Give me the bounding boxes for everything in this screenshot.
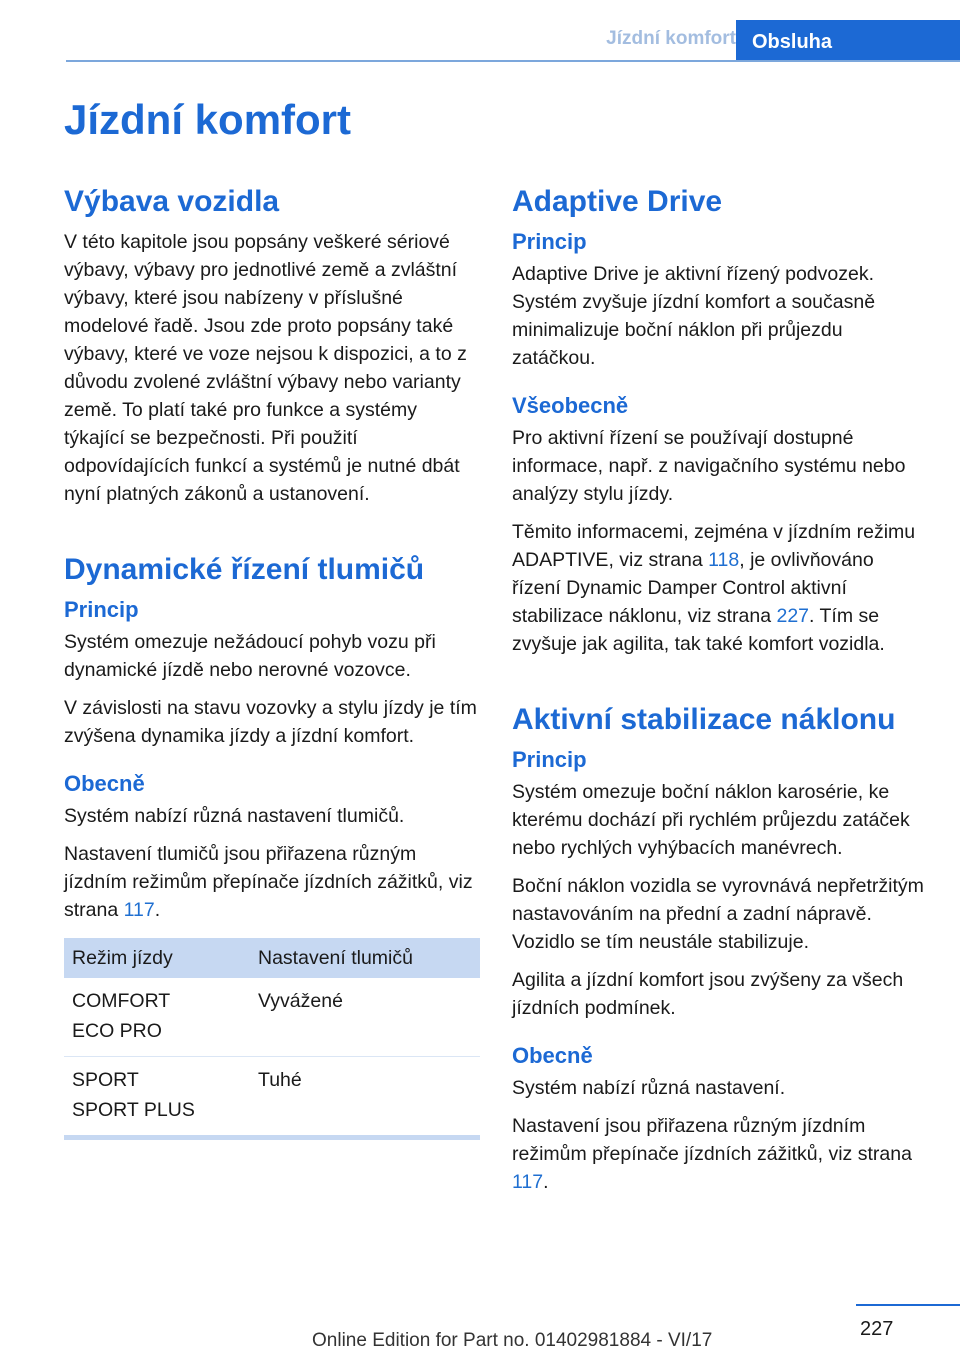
heading-adaptive-drive: Adaptive Drive <box>512 185 723 218</box>
paragraph-vseobecne-2: Těmito informacemi, zejména v jízdním režimu ADAPTIVE, viz strana 118, je ovlivňováno řízení Dynamic Damper Control aktivní stabilizace náklonu, viz strana 227. Tím se zvyšuje jak agilita, tak také komfort vozidla. <box>512 521 916 655</box>
page-link-117[interactable]: 117 <box>512 1171 544 1193</box>
right-column <box>512 184 926 1206</box>
table-cell-setting: Tuhé <box>258 1069 302 1091</box>
header-chapter-tab: Obsluha <box>736 20 960 60</box>
table-cell-mode: SPORT <box>72 1069 139 1091</box>
footer-rule <box>856 1304 960 1306</box>
table-cell-mode: COMFORT <box>72 990 171 1012</box>
damper-table <box>64 938 480 1135</box>
table-cell-mode: SPORT PLUS <box>72 1099 195 1121</box>
paragraph-stab-1: Systém omezuje boční náklon karosérie, ke kterému dochází při rychlém průjezdu zatáček nebo rychlých vyhýbacích manévrech. <box>512 781 910 859</box>
paragraph-obecne-b: Nastavení jsou přiřazena různým jízdním režimům přepínače jízdních zážitků, viz strana 117. <box>512 1115 912 1193</box>
paragraph-stab-2: Boční náklon vozidla se vyrovnává nepřetržitým nastavováním na přední a zadní nápravě. Vozidlo se tím neustále stabilizuje. <box>512 875 924 953</box>
paragraph-adaptive-princip: Adaptive Drive je aktivní řízený podvozek. Systém zvyšuje jízdní komfort a současně minimalizuje boční náklon při průjezdu zatáčkou. <box>512 263 876 369</box>
paragraph-obecne-a: Systém nabízí různá nastavení. <box>512 1077 786 1099</box>
paragraph-stab-3: Agilita a jízdní komfort jsou zvýšeny za všech jízdních podmínek. <box>512 969 904 1019</box>
header-rule <box>66 60 960 62</box>
page-link-118[interactable]: 118 <box>708 549 740 571</box>
table-header-mode: Režim jízdy <box>64 938 250 978</box>
subheading-obecne: Obecně <box>512 1043 593 1068</box>
subheading-princip: Princip <box>64 597 139 622</box>
table-row <box>64 978 480 1057</box>
page-title: Jízdní komfort <box>64 96 352 143</box>
subheading-obecne: Obecně <box>64 771 145 796</box>
table-header-row <box>64 938 480 978</box>
heading-stabilizace: Aktivní stabilizace náklonu <box>512 703 896 736</box>
table-bottom-bar <box>64 1135 480 1140</box>
page-number: 227 <box>860 1318 894 1340</box>
header-section-label: Jízdní komfort <box>606 28 736 49</box>
paragraph-princip-2: V závislosti na stavu vozovky a stylu jízdy je tím zvýšena dynamika jízdy a jízdní komfort. <box>64 697 477 747</box>
page-link-117[interactable]: 117 <box>123 899 155 921</box>
table-cell-mode: ECO PRO <box>72 1020 162 1042</box>
table-cell-setting: Vyvážené <box>250 978 480 1057</box>
paragraph-vseobecne-1: Pro aktivní řízení se používají dostupné informace, např. z navigačního systému nebo analýzy stylu jízdy. <box>512 427 906 505</box>
subheading-princip: Princip <box>512 747 587 772</box>
paragraph-obecne-2: Nastavení tlumičů jsou přiřazena různým jízdním režimům přepínače jízdních zážitků, viz strana 117. <box>64 843 473 921</box>
edition-footer: Online Edition for Part no. 01402981884 - VI/17 <box>312 1330 713 1351</box>
paragraph-obecne-1: Systém nabízí různá nastavení tlumičů. <box>64 805 405 827</box>
paragraph-princip-1: Systém omezuje nežádoucí pohyb vozu při dynamické jízdě nebo nerovné vozovce. <box>64 631 436 681</box>
table-header-setting: Nastavení tlumičů <box>250 938 480 978</box>
page-link-227[interactable]: 227 <box>776 605 810 627</box>
paragraph-vybava: V této kapitole jsou popsány veškeré sériové výbavy, výbavy pro jednotlivé země a zvláštní výbavy, které jsou nabízeny v příslušné modelové řadě. Jsou zde proto popsány také výbavy, které ve voze nejsou k dispozici, a to z důvodu zvolené zvláštní výbavy nebo varianty země. To platí také pro funkce a systémy týkající se bezpečnosti. Při použití odpovídajících funkcí a systémů je nutné dbát nyní platných zákonů a ustanovení. <box>64 231 467 505</box>
left-column <box>64 184 482 1140</box>
table-row <box>64 1057 480 1136</box>
subheading-princip: Princip <box>512 229 587 254</box>
heading-vybava: Výbava vozidla <box>64 185 280 218</box>
subheading-vseobecne: Všeobecně <box>512 393 629 418</box>
heading-tlumice: Dynamické řízení tlumičů <box>64 553 425 586</box>
